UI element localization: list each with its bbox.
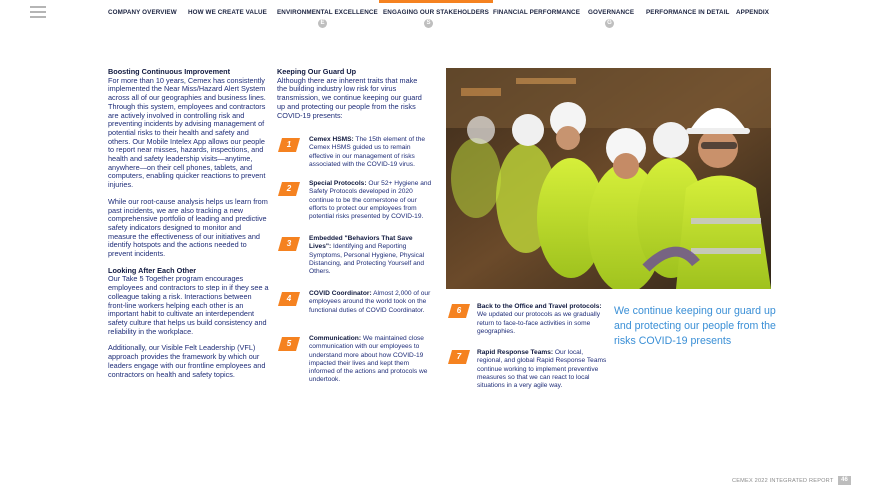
intro-paragraph: Although there are inherent traits that make the building industry low risk for virus transmission, we continue keeping our guard up and protecting our people from the risks COVID-19 presents: <box>277 75 422 120</box>
number-badge-icon: 3 <box>278 237 300 251</box>
list-item: Embedded "Behaviors That Save Lives": Identifying and Reporting Symptoms, Personal Hygiene, Physical Distancing, and Protecting Yourself and Others. <box>309 235 425 276</box>
nav-environmental-excellence[interactable]: ENVIRONMENTAL EXCELLENCE <box>277 9 378 16</box>
nav-appendix[interactable]: APPENDIX <box>736 9 769 16</box>
nav-company-overview[interactable]: COMPANY OVERVIEW <box>108 9 177 16</box>
list-item: Communication: We maintained close communication with our employees to understand more about how COVID-19 impacted their lives and kept them informed of the actions and protocols we undertook. <box>309 335 428 384</box>
number-badge-icon: 2 <box>278 182 300 196</box>
section-heading: Looking After Each Other <box>108 265 197 275</box>
nav-financial-performance[interactable]: FINANCIAL PERFORMANCE <box>493 9 580 16</box>
list-item: Special Protocols: Our 52+ Hygiene and Safety Protocols developed in 2020 continue to be the cornerstone of our efforts to protect our employees from potential risks presented by COVID-19. <box>309 180 432 221</box>
workers-photo <box>446 68 771 289</box>
environmental-badge-icon: E <box>318 19 327 28</box>
body-paragraph: Additionally, our Visible Felt Leadership (VFL) approach provides the framework by which our leaders engage with our frontline employees and contractors on health and safety topics. <box>108 343 266 379</box>
nav-performance-in-detail[interactable]: PERFORMANCE IN DETAIL <box>646 9 730 16</box>
list-item: COVID Coordinator: Almost 2,000 of our employees around the world took on the functional duties of COVID Coordinator. <box>309 290 431 314</box>
nav-how-we-create-value[interactable]: HOW WE CREATE VALUE <box>188 9 267 16</box>
section-heading: Boosting Continuous Improvement <box>108 67 231 76</box>
list-item: Back to the Office and Travel protocols: We updated our protocols as we gradually return to face-to-face activities in some geographies. <box>477 303 602 335</box>
list-item: Rapid Response Teams: Our local, regional, and global Rapid Response Teams continue working to implement preventive measures so that we can react to local situations in a very agile way. <box>477 349 607 390</box>
body-paragraph: While our root-cause analysis helps us learn from past incidents, we are also tracking a new comprehensive portfolio of leading and predictive safety indicators designed to monitor and measure the effectiveness of our initiatives and identify hotspots and the actions needed to prevent incidents. <box>108 196 268 259</box>
number-badge-icon: 7 <box>448 350 470 364</box>
left-column <box>108 68 270 387</box>
number-badge-icon: 6 <box>448 304 470 318</box>
list-item: Cemex HSMS: The 15th element of the Cemex HSMS guided us to remain effective in our management of risks associated with the COVID-19 virus. <box>309 136 426 168</box>
social-badge-icon: S <box>424 19 433 28</box>
report-name: CEMEX 2022 INTEGRATED REPORT <box>732 478 834 484</box>
number-badge-icon: 4 <box>278 292 300 306</box>
body-paragraph: Our Take 5 Together program encourages employees and contractors to step in if they see a colleague taking a risk. Interactions between front-line workers helping each other is an important habit to cultivate an interdependent safety culture that helps us build consistency and reliability in the workplace. <box>108 274 269 336</box>
governance-badge-icon: G <box>605 19 614 28</box>
section-heading: Keeping Our Guard Up <box>277 67 357 76</box>
page-number: 46 <box>838 476 851 485</box>
nav-engaging-our-stakeholders[interactable]: ENGAGING OUR STAKEHOLDERS <box>383 9 489 16</box>
number-badge-icon: 5 <box>278 337 300 351</box>
top-nav <box>0 0 880 30</box>
pull-quote: We continue keeping our guard up and protecting our people from the risks COVID-19 presents <box>614 305 776 347</box>
nav-governance[interactable]: GOVERNANCE <box>588 9 635 16</box>
number-badge-icon: 1 <box>278 138 300 152</box>
body-paragraph: For more than 10 years, Cemex has consistently implemented the Near Miss/Hazard Alert System across all of our geographies and business lines. Through this system, employees and contractors are actively involved in controlling risk and preventing incidents by advising management of potential risks to their health and safety and others. Our Mobile Intelex App allows our people to report near misses, hazards, inspections, and health and safety leadership visits—anytime, anywhere—on their cell phones, tablets, and computers, enabling quicker reactions to prevent injuries. <box>108 75 266 190</box>
middle-column <box>277 68 429 128</box>
